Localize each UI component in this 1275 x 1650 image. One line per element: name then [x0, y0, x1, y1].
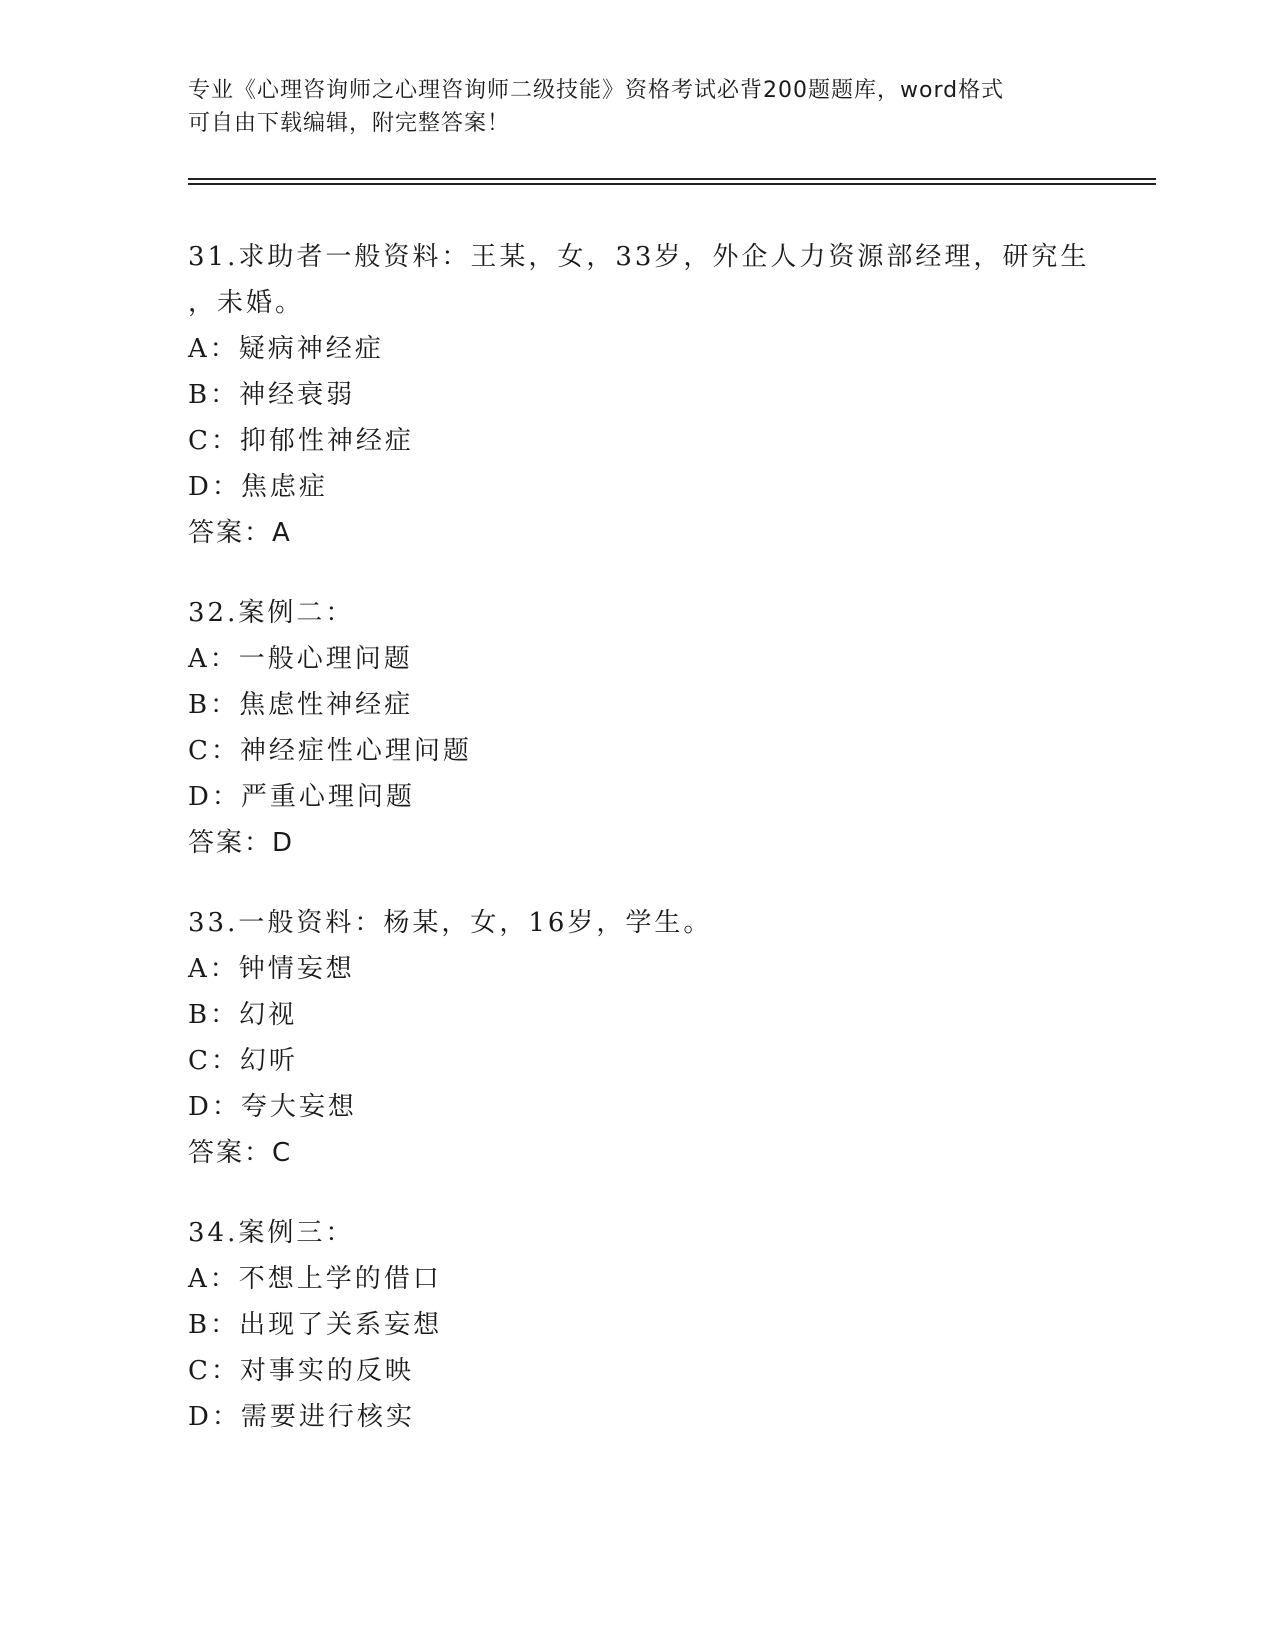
option-c: C：幻听 — [188, 1046, 298, 1076]
option-c: C：对事实的反映 — [188, 1356, 414, 1386]
header-line-2: 可自由下载编辑，附完整答案！ — [188, 111, 511, 136]
option-b: B：焦虑性神经症 — [188, 690, 414, 720]
header-divider-bottom — [188, 183, 1156, 185]
option-a: A：不想上学的借口 — [188, 1264, 442, 1294]
question-34 — [188, 1210, 1088, 1440]
question-stem: 32.案例二： — [188, 598, 355, 628]
answer: 答案：D — [188, 828, 295, 858]
question-33 — [188, 900, 1088, 1176]
question-stem: 34.案例三： — [188, 1218, 355, 1248]
question-stem: 33.一般资料：杨某，女，16岁，学生。 — [188, 908, 713, 938]
option-d: D：夸大妄想 — [188, 1092, 357, 1122]
option-b: B：出现了关系妄想 — [188, 1310, 443, 1340]
option-c: C：抑郁性神经症 — [188, 426, 414, 456]
header-line-1: 专业《心理咨询师之心理咨询师二级技能》资格考试必背200题题库，word格式 — [188, 78, 1005, 103]
question-32 — [188, 590, 1088, 866]
question-stem-continued: ，未婚。 — [188, 288, 305, 318]
option-d: D：严重心理问题 — [188, 782, 415, 812]
answer: 答案：A — [188, 518, 292, 548]
question-stem: 31.求助者一般资料：王某，女，33岁，外企人力资源部经理，研究生 — [188, 242, 1090, 272]
option-a: A：钟情妄想 — [188, 954, 355, 984]
option-d: D：需要进行核实 — [188, 1402, 415, 1432]
option-a: A：一般心理问题 — [188, 644, 413, 674]
option-a: A：疑病神经症 — [188, 334, 384, 364]
option-b: B：神经衰弱 — [188, 380, 356, 410]
answer: 答案：C — [188, 1138, 293, 1168]
question-31 — [188, 234, 1088, 556]
option-b: B：幻视 — [188, 1000, 298, 1030]
question-list — [188, 234, 1088, 1474]
header-divider-top — [188, 178, 1156, 180]
option-d: D：焦虑症 — [188, 472, 328, 502]
option-c: C：神经症性心理问题 — [188, 736, 472, 766]
document-header — [188, 74, 1088, 140]
